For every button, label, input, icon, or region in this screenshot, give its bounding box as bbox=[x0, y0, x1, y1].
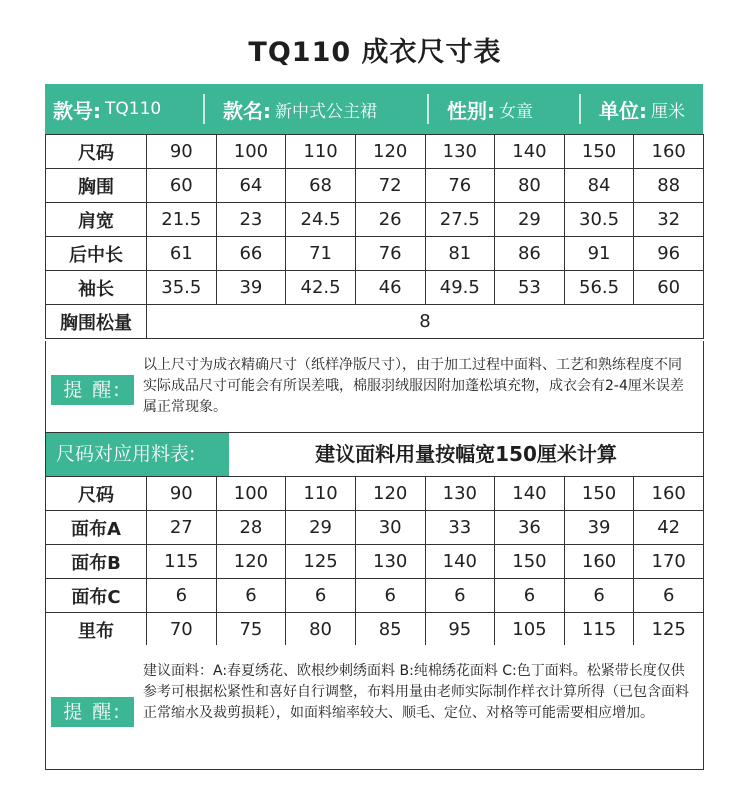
table-cell: 130 bbox=[425, 135, 495, 169]
table-cell: 86 bbox=[495, 237, 565, 271]
table-cell: 105 bbox=[495, 613, 565, 647]
table-cell: 60 bbox=[147, 169, 217, 203]
table-cell: 49.5 bbox=[425, 271, 495, 305]
table-cell: 29 bbox=[495, 203, 565, 237]
table-cell: 42.5 bbox=[286, 271, 356, 305]
fabric-width-note: 建议面料用量按幅宽150厘米计算 bbox=[315, 442, 617, 466]
table-cell: 120 bbox=[355, 477, 425, 511]
row-header: 尺码 bbox=[46, 477, 147, 511]
table-cell: 61 bbox=[147, 237, 217, 271]
table-cell: 6 bbox=[634, 579, 704, 613]
table-cell: 6 bbox=[425, 579, 495, 613]
table-cell: 36 bbox=[495, 511, 565, 545]
row-header: 尺码 bbox=[46, 135, 147, 169]
table-cell: 72 bbox=[355, 169, 425, 203]
row-header: 面布C bbox=[46, 579, 147, 613]
table-cell: 24.5 bbox=[286, 203, 356, 237]
fabric-row bbox=[46, 511, 704, 545]
table-cell: 96 bbox=[634, 237, 704, 271]
gender-label: 性别: bbox=[447, 98, 495, 123]
table-cell: 23 bbox=[216, 203, 286, 237]
gender-value: 女童 bbox=[499, 101, 533, 122]
table-cell: 6 bbox=[564, 579, 634, 613]
table-cell: 6 bbox=[147, 579, 217, 613]
table-cell: 26 bbox=[355, 203, 425, 237]
table-cell: 30.5 bbox=[564, 203, 634, 237]
style-number-cell bbox=[45, 84, 203, 134]
table-cell: 39 bbox=[564, 511, 634, 545]
row-header: 胸围松量 bbox=[46, 305, 147, 339]
table-cell: 150 bbox=[564, 477, 634, 511]
table-cell: 90 bbox=[147, 477, 217, 511]
style-name-label: 款名: bbox=[223, 98, 271, 123]
fabric-row bbox=[46, 579, 704, 613]
table-cell: 6 bbox=[495, 579, 565, 613]
unit-value: 厘米 bbox=[651, 101, 685, 122]
table-cell: 91 bbox=[564, 237, 634, 271]
table-cell: 140 bbox=[425, 545, 495, 579]
table-cell: 100 bbox=[216, 477, 286, 511]
row-header: 面布A bbox=[46, 511, 147, 545]
unit-label: 单位: bbox=[599, 98, 647, 123]
table-cell: 95 bbox=[425, 613, 495, 647]
fabric-row bbox=[46, 545, 704, 579]
table-cell: 120 bbox=[216, 545, 286, 579]
table-cell: 140 bbox=[495, 135, 565, 169]
table-cell: 160 bbox=[634, 135, 704, 169]
reminder-text: 以上尺寸为成衣精确尺寸（纸样净版尺寸），由于加工过程中面料、工艺和熟练程度不同实际成品尺寸可能会有所误差哦，棉服羽绒服因附加蓬松填充物，成衣会有2-4厘米误差属正常现象。 bbox=[143, 357, 684, 415]
table-cell: 170 bbox=[634, 545, 704, 579]
table-cell: 88 bbox=[634, 169, 704, 203]
row-header: 袖长 bbox=[46, 271, 147, 305]
size-row bbox=[46, 135, 704, 169]
table-cell: 110 bbox=[286, 135, 356, 169]
size-row bbox=[46, 169, 704, 203]
table-cell: 75 bbox=[216, 613, 286, 647]
table-cell: 115 bbox=[147, 545, 217, 579]
table-cell: 81 bbox=[425, 237, 495, 271]
table-cell: 80 bbox=[495, 169, 565, 203]
table-cell: 85 bbox=[355, 613, 425, 647]
row-header: 胸围 bbox=[46, 169, 147, 203]
gender-cell bbox=[429, 84, 579, 134]
fabric-row bbox=[46, 477, 704, 511]
table-cell: 46 bbox=[355, 271, 425, 305]
table-cell: 32 bbox=[634, 203, 704, 237]
table-cell: 115 bbox=[564, 613, 634, 647]
row-header: 后中长 bbox=[46, 237, 147, 271]
table-cell: 80 bbox=[286, 613, 356, 647]
table-cell: 110 bbox=[286, 477, 356, 511]
table-cell: 120 bbox=[355, 135, 425, 169]
unit-cell bbox=[581, 84, 703, 134]
reminder-badge: 提 醒: bbox=[51, 697, 134, 727]
fabric-table-label: 尺码对应用料表: bbox=[46, 433, 229, 476]
table-cell: 6 bbox=[355, 579, 425, 613]
table-cell: 29 bbox=[286, 511, 356, 545]
table-cell: 140 bbox=[495, 477, 565, 511]
table-cell: 71 bbox=[286, 237, 356, 271]
reminder-badge: 提 醒: bbox=[51, 375, 134, 405]
table-cell: 84 bbox=[564, 169, 634, 203]
table-cell: 27 bbox=[147, 511, 217, 545]
page-title: TQ110 成衣尺寸表 bbox=[248, 37, 502, 68]
ease-row bbox=[46, 305, 704, 339]
size-row bbox=[46, 203, 704, 237]
table-cell: 160 bbox=[634, 477, 704, 511]
table-cell: 150 bbox=[564, 135, 634, 169]
row-header: 里布 bbox=[46, 613, 147, 647]
style-number-label: 款号: bbox=[53, 98, 101, 123]
table-cell: 53 bbox=[495, 271, 565, 305]
table-cell: 60 bbox=[634, 271, 704, 305]
fabric-header bbox=[45, 433, 704, 476]
table-cell: 68 bbox=[286, 169, 356, 203]
table-cell: 21.5 bbox=[147, 203, 217, 237]
table-cell: 160 bbox=[564, 545, 634, 579]
table-cell: 150 bbox=[495, 545, 565, 579]
table-cell: 28 bbox=[216, 511, 286, 545]
fabric-row bbox=[46, 613, 704, 647]
table-cell: 6 bbox=[286, 579, 356, 613]
table-cell: 90 bbox=[147, 135, 217, 169]
table-cell: 66 bbox=[216, 237, 286, 271]
table-cell: 6 bbox=[216, 579, 286, 613]
table-cell: 76 bbox=[425, 169, 495, 203]
fabric-notice bbox=[45, 645, 704, 770]
table-cell: 130 bbox=[425, 477, 495, 511]
table-cell: 70 bbox=[147, 613, 217, 647]
table-cell: 130 bbox=[355, 545, 425, 579]
chest-ease-value: 8 bbox=[147, 305, 704, 339]
table-cell: 33 bbox=[425, 511, 495, 545]
table-cell: 30 bbox=[355, 511, 425, 545]
table-cell: 125 bbox=[286, 545, 356, 579]
style-name-value: 新中式公主裙 bbox=[275, 101, 377, 122]
size-row bbox=[46, 271, 704, 305]
style-number-value: TQ110 bbox=[105, 99, 162, 119]
table-cell: 35.5 bbox=[147, 271, 217, 305]
product-info-bar bbox=[45, 84, 703, 134]
table-cell: 56.5 bbox=[564, 271, 634, 305]
style-name-cell bbox=[205, 84, 427, 134]
table-cell: 125 bbox=[634, 613, 704, 647]
row-header: 肩宽 bbox=[46, 203, 147, 237]
row-header: 面布B bbox=[46, 545, 147, 579]
reminder-text: 建议面料：A:春夏绣花、欧根纱刺绣面料 B:纯棉绣花面料 C:色丁面料。松紧带长度仅供参考可根据松紧性和喜好自行调整，布料用量由老师实际制作样衣计算所得（已包含面料正常缩水及裁剪损耗），如面料缩率较大、顺毛、定位、对格等可能需要相应增加。 bbox=[143, 663, 689, 721]
table-cell: 42 bbox=[634, 511, 704, 545]
size-table bbox=[45, 134, 704, 339]
size-notice bbox=[45, 341, 704, 433]
fabric-usage-table bbox=[45, 476, 704, 647]
table-cell: 39 bbox=[216, 271, 286, 305]
size-row bbox=[46, 237, 704, 271]
table-cell: 27.5 bbox=[425, 203, 495, 237]
table-cell: 100 bbox=[216, 135, 286, 169]
table-cell: 76 bbox=[355, 237, 425, 271]
table-cell: 64 bbox=[216, 169, 286, 203]
